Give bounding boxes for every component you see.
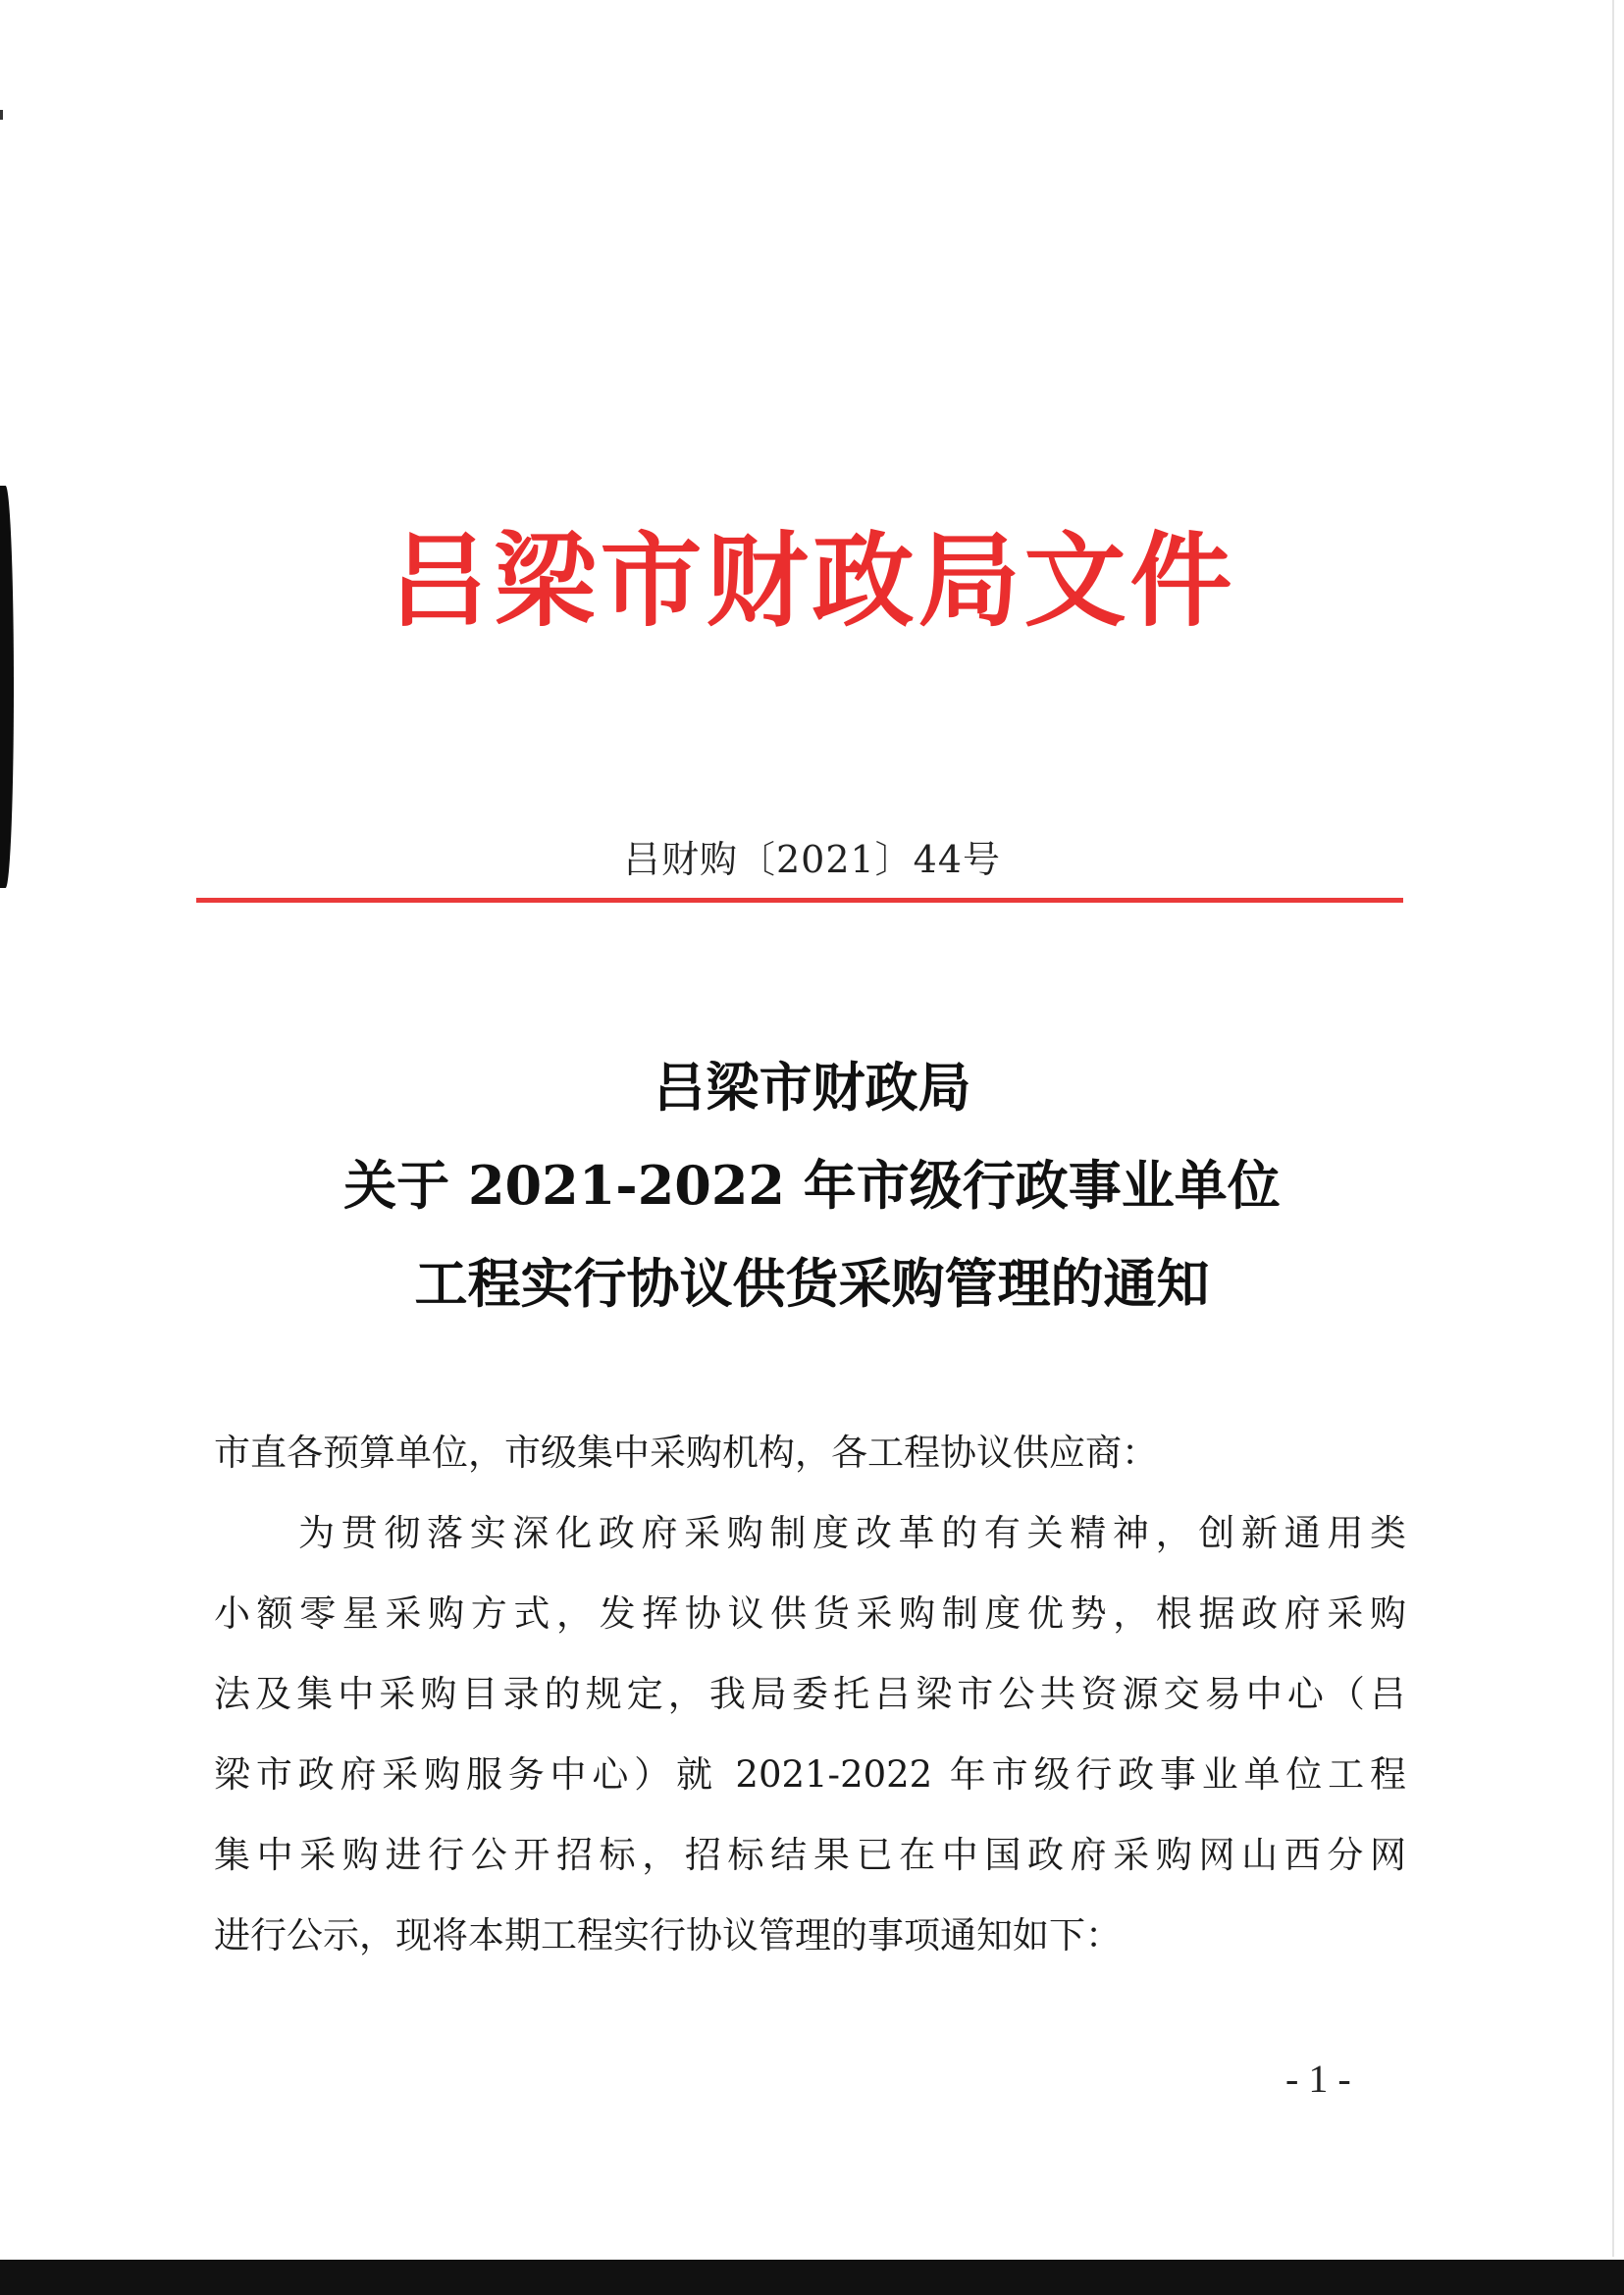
document-number: 吕财购〔2021〕44号 (622, 838, 1002, 881)
scan-artifact-bottom-edge (0, 2260, 1624, 2295)
notice-title (0, 1038, 1624, 1332)
paragraph-line: 小额零星采购方式，发挥协议供货采购制度优势，根据政府采购 (214, 1592, 1406, 1635)
paragraph-line: 集中采购进行公开招标，招标结果已在中国政府采购网山西分网 (214, 1834, 1406, 1876)
paragraph-line: 法及集中采购目录的规定，我局委托吕梁市公共资源交易中心（吕 (214, 1673, 1406, 1715)
page-number: - 1 - (1285, 2057, 1351, 2101)
title-line-3: 工程实行协议供货采购管理的通知 (414, 1252, 1210, 1315)
salutation: 市直各预算单位，市级集中采购机构，各工程协议供应商： (214, 1432, 1158, 1474)
paragraph-line: 梁市政府采购服务中心）就 2021-2022 年市级行政事业单位工程 (214, 1753, 1406, 1796)
red-separator-line (196, 898, 1403, 903)
scan-artifact-dot (0, 110, 3, 120)
notice-body (214, 1413, 1406, 1976)
title-line-2: 关于 2021-2022 年市级行政事业单位 (343, 1154, 1281, 1217)
paragraph-line: 为贯彻落实深化政府采购制度改革的有关精神，创新通用类 (298, 1512, 1406, 1554)
issuing-authority-header: 吕梁市财政局文件 (388, 520, 1236, 641)
paragraph-line: 进行公示，现将本期工程实行协议管理的事项通知如下： (214, 1914, 1122, 1956)
title-line-1: 吕梁市财政局 (653, 1056, 971, 1119)
